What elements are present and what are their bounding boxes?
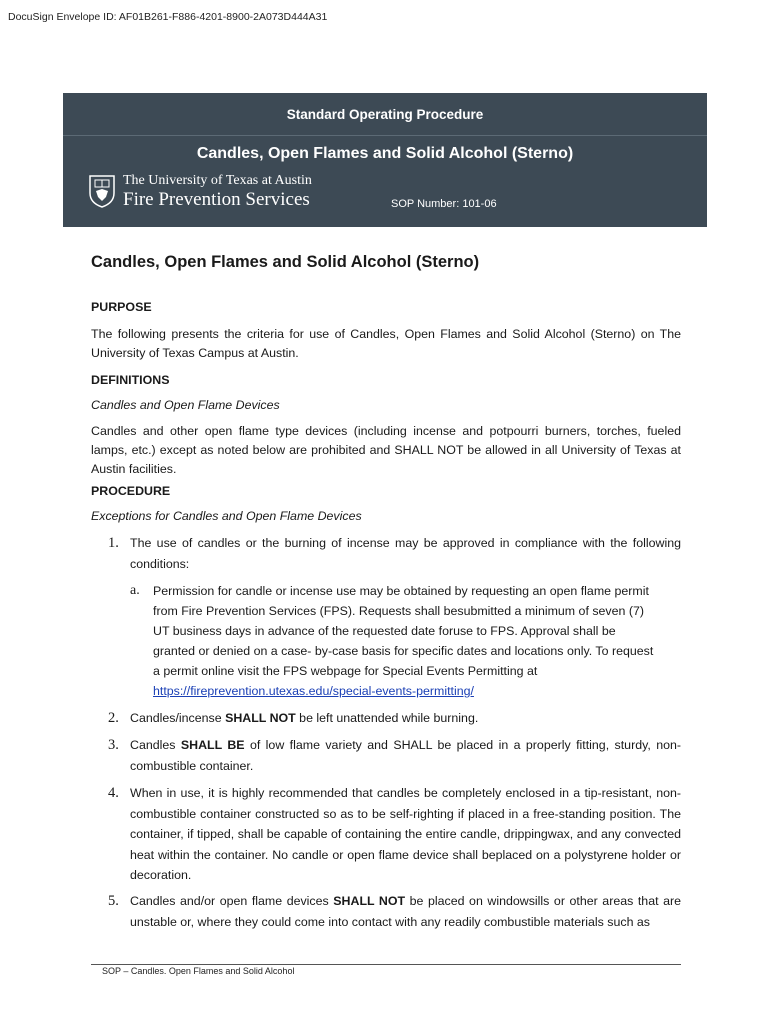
item-text-pre: Candles and/or open flame devices [130, 894, 334, 908]
purpose-text: The following presents the criteria for use of Candles, Open Flames and Solid Alcohol (Sterno) on The University of Texas Campus at Austin. [91, 327, 681, 360]
procedure-item-5 [91, 891, 681, 932]
sop-banner [63, 93, 707, 227]
item-text-bold: SHALL BE [180, 738, 245, 752]
item-text-post: be placed on windowsills or other areas that are unstable or, where they could come into contact with any readily combustible materials such as [130, 894, 681, 929]
sop-number: SOP Number: 101-06 [391, 198, 497, 210]
footer-divider [91, 964, 681, 965]
sop-banner-title: Candles, Open Flames and Solid Alcohol (Sterno) [196, 145, 574, 162]
item-text-bold: SHALL NOT [333, 894, 406, 908]
item-text-pre: Candles [130, 738, 181, 752]
definitions-text: Candles and other open flame type devices (including incense and potpourri burners, torches, fueled lamps, etc.) except as noted below are prohibited and SHALL NOT be allowed in all University of Texas at Austin facilities. [91, 424, 681, 476]
procedure-item-3 [91, 735, 681, 776]
item-number: 3. [108, 737, 119, 753]
sop-header: Standard Operating Procedure [63, 93, 707, 136]
procedure-heading: PROCEDURE [91, 484, 171, 498]
procedure-item-4 [91, 783, 681, 886]
ut-seal-icon [87, 173, 117, 209]
envelope-id: DocuSign Envelope ID: AF01B261-F886-4201-8900-2A073D444A31 [8, 11, 328, 23]
purpose-heading: PURPOSE [91, 300, 152, 314]
logo-department-name: Fire Prevention Services [123, 188, 310, 210]
item-number: 2. [108, 710, 119, 726]
procedure-subheading: Exceptions for Candles and Open Flame Devices [91, 509, 362, 523]
item-text-bold: SHALL NOT [225, 711, 296, 725]
item-number: 5. [108, 893, 119, 909]
procedure-item-1 [91, 533, 681, 574]
definitions-subheading: Candles and Open Flame Devices [91, 398, 280, 412]
item-text-pre: Candles/incense [130, 711, 226, 725]
logo-university-name: The University of Texas at Austin [123, 172, 312, 188]
special-events-permitting-link[interactable]: https://fireprevention.utexas.edu/special-events-permitting/ [153, 684, 474, 698]
procedure-subitem-a [130, 581, 660, 701]
item-number: 4. [108, 785, 119, 801]
subitem-letter: a. [130, 583, 140, 598]
definitions-heading: DEFINITIONS [91, 373, 170, 387]
item-number: 1. [108, 535, 119, 551]
page-footer: SOP – Candles. Open Flames and Solid Alcohol [102, 966, 295, 976]
document-title: Candles, Open Flames and Solid Alcohol (Sterno) [91, 253, 480, 271]
item-text-post: be left unattended while burning. [295, 711, 479, 725]
subitem-text: Permission for candle or incense use may be obtained by requesting an open flame permit from Fire Prevention Services (FPS). Requests shall besubmitted a minimum of seven (7) UT business days in advance of the requested date foruse to FPS. Approval shall be granted or denied on a case- by-case basis for specific dates and locations only. To request a permit online visit the FPS webpage for Special Events Permitting at [153, 584, 654, 678]
item-text: When in use, it is highly recommended that candles be completely enclosed in a tip-resistant, non-combustible container constructed so as to be self-righting if placed in a free-standing position. The container, if tipped, shall be capable of containing the entire candle, drippingwax, and any convected heat within the container. No candle or open flame device shall beplaced on a polystyrene holder or decoration. [130, 786, 681, 882]
item-text-post: of low flame variety and SHALL be placed in a properly fitting, sturdy, non-combustible container. [130, 738, 681, 773]
item-text: The use of candles or the burning of incense may be approved in compliance with the following conditions: [130, 536, 681, 571]
procedure-item-2 [91, 708, 681, 729]
ut-fps-logo [87, 171, 312, 211]
